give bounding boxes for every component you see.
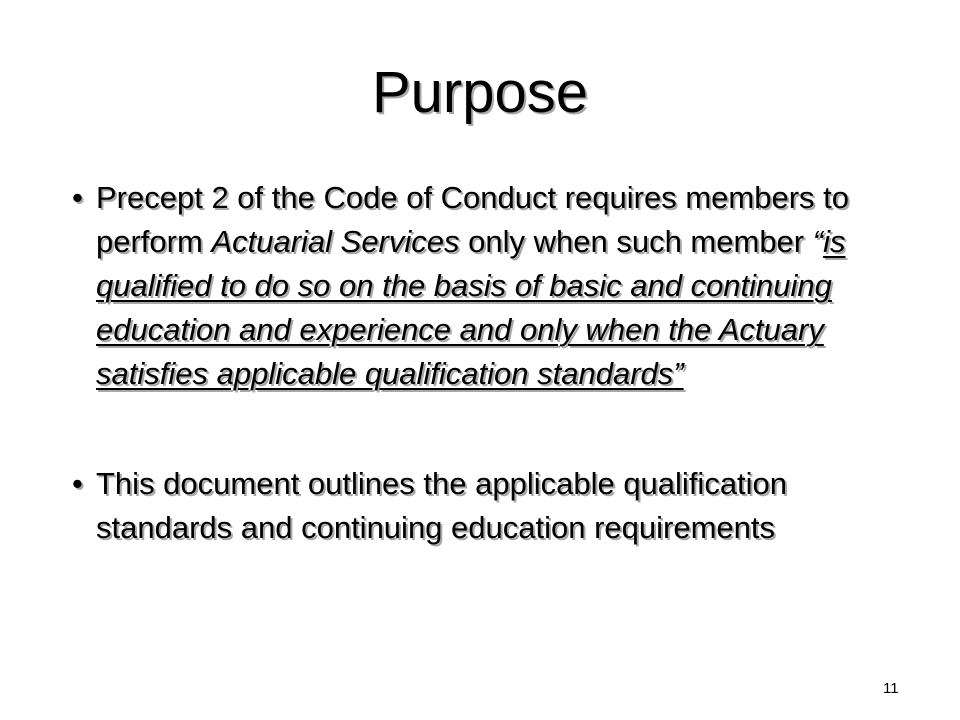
actuarial-services-term: Actuarial Services: [211, 224, 460, 259]
bullet-icon: •: [72, 180, 83, 215]
bullet-list: [72, 176, 892, 550]
bullet-item-document-outline: [72, 462, 892, 550]
bullet-text-part-2: only when such member: [459, 224, 813, 259]
bullet-item-precept-2: [72, 176, 892, 396]
bullet-text-part-1: Precept 2 of the Code of Conduct requires members to perform: [96, 180, 850, 259]
close-quote: ”: [673, 356, 684, 391]
open-quote: “: [812, 224, 824, 259]
slide-title: Purpose: [371, 60, 589, 125]
bullet-text: This document outlines the applicable qualification standards and continuing education requirements: [96, 466, 788, 545]
bullet-icon: •: [72, 466, 83, 501]
qualification-quote: is qualified to do so on the basis of basic and continuing education and experience and only when the Actuary satisfies applicable qualification standards: [96, 224, 846, 391]
page-number: 11: [883, 680, 899, 697]
